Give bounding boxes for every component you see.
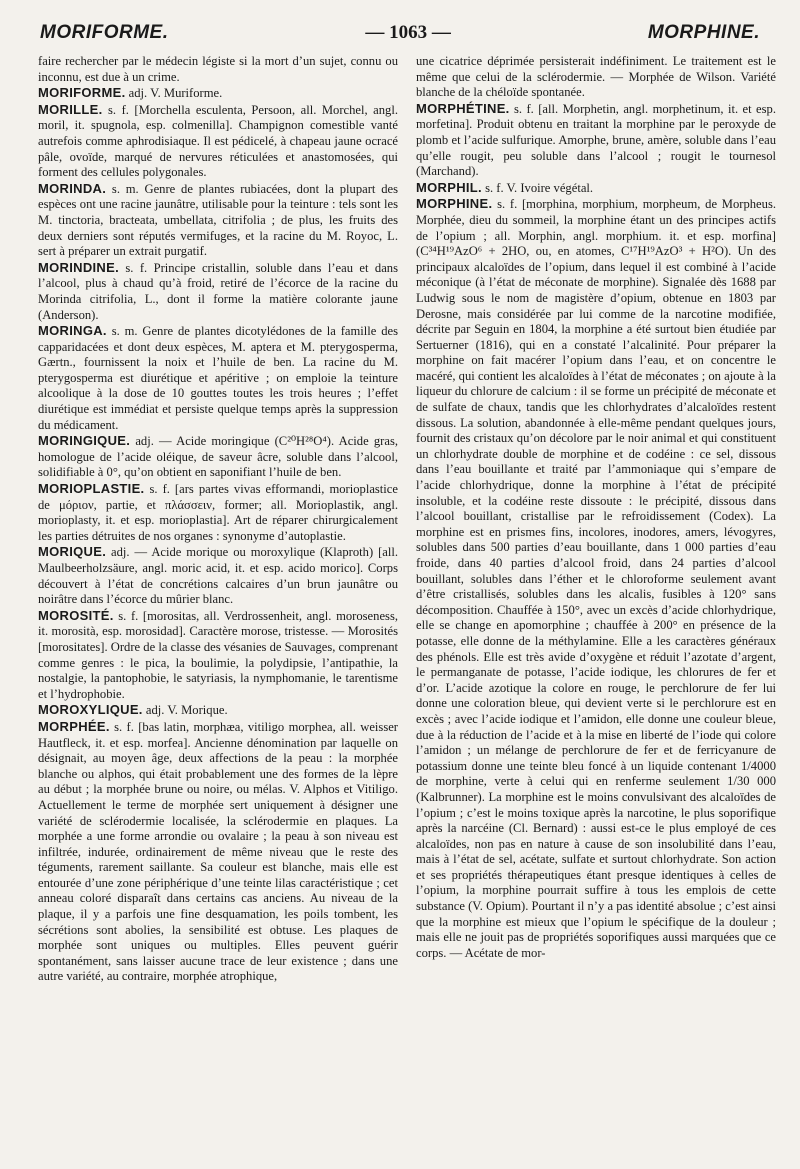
entry-text: s. f. V. Ivoire végétal. [481, 180, 594, 195]
entry-continuation [416, 54, 776, 101]
entry-text: adj. V. Muriforme. [125, 86, 223, 101]
dictionary-entry [38, 719, 398, 985]
entry-headword: MORINGA. [38, 323, 107, 339]
dictionary-entry [38, 323, 398, 433]
entry-headword: MORILLE. [38, 101, 103, 117]
entry-text: s. m. Genre de plantes dicotylédones de la famille des capparidacées et dont deux espèces, M. aptera et M. pterygosperma, Gærtn., fournissent la noix et l’huile de ben. La racine du M. pterygosperma est diurétique et apéritive ; on emploie la teinture alcoolique à la dose de 10 gouttes toutes les trois heures ; l’effet diurétique est immédiat et persiste quelque temps après la suppression du médicament. [38, 324, 398, 432]
entry-headword: MORINGIQUE. [38, 433, 131, 449]
entry-headword: MORIFORME. [38, 85, 126, 101]
entry-headword: MORPHÉE. [38, 718, 110, 734]
entry-continuation [38, 54, 398, 85]
entry-text: s. f. Principe cristallin, soluble dans l’eau et dans l’alcool, plus à chaud qu’à froid, retiré de l’écorce de la racine du Morinda citrifolia, L., dont il forme la matière colorante jaune (Anderson). [38, 260, 398, 322]
dictionary-entry [38, 102, 398, 181]
entry-text: s. f. [morphina, morphium, morpheum, de Morpheus. Morphée, dieu du sommeil, la morphine étant un des principes actifs de l’opium ; all. Morphin, angl. morphium. it. et esp. morfina] (C³⁴H¹⁹AzO⁶ + 2HO, ou, en atomes, C¹⁷H¹⁹AzO³ + H²O). Un des principaux alcaloïdes de l’opium, dans lequel il est combiné à l’acide méconique (à l’état de méconate de morphine). Signalée dès 1688 par Ludwig sous le nom de magistère d’opium, obtenue en 1803 par Derosne, mais considérée par lui comme de la narcotine modifiée, décrite par Seguin en 1804, la morphine a été surtout bien étudiée par Sertuerner (1816), qui en a constaté l’alcalinité. Pour préparer la morphine on fait macérer l’opium dans l’eau, et on concentre le macéré, qui contient les alcaloïdes à l’état de méconates ; on ajoute à la liqueur du chlorure de calcium : il se forme un précipité de méconate et de sulfate de chaux, tandis que les chlorhydrates d’alcaloïdes restent dissous. La solution, abandonnée à elle-même pendant quelques jours, fournit des cristaux qu’on décolore par le noir animal et qui constituent un chlorhydrate double de morphine et de codéine : ce sel, dissous dans l’eau bouillante et traité par l’ammoniaque qui s’empare de l’acide chlorhydrique, donne la morphine à l’état de précipité insoluble, et la codéine reste dissoute : le précipité, dissous dans l’alcool bouillant, cristallise par le refroidissement (Codex). La morphine est en prismes fins, incolores, inodores, amers, lévogyres, solubles dans 500 parties d’eau bouillante, dans 1 000 parties d’eau froide, dans 40 parties d’alcool froid, dans 24 parties d’alcool bouillant, solubles dans l’éther et le chloroforme seulement avant d’être cristallisés, solubles dans les alcalis, fusibles à 120° sans décomposition. Chauffée à 150°, avec un excès d’acide chlorhydrique, elle se change en apomorphine ; chauffée à 200° en présence de la potasse, elle donne de la méthylamine. Elle a les caractères généraux des phénols. Elle est très avide d’oxygène et réduit l’azotate d’argent, le permanganate de potasse, l’acide iodique, les chlorures de fer et d’or. L’acide azotique la colore en rouge, le perchlorure de fer lui donne une coloration bleue, qui devient verte si le perchlorure est en excès ; avec l’acide iodique et l’amidon, elle donne une couleur bleue, due à la réduction de l’acide et à la mise en liberté de l’iode qui colore l’amidon ; un mélange de perchlorure de fer et de ferricyanure de potassium donne une teinte bleu foncé à un liquide contenant 1/4000 de morphine, verte à celui qui en renferme seulement 1/30 000 (Kalbrunner). La morphine est le moins convulsivant des alcaloïdes de l’opium ; c’est le moins toxique après la narcotine, le plus soporifique après la narcéine (Cl. Bernard) : aussi est-ce le plus employé de ces alcaloïdes, non pas en nature à cause de son insolubilité dans l’eau, mais à l’état de sel, acétate, sulfate et surtout chlorhydrate. Son action et ses propriétés thérapeutiques étant presque identiques à celles de l’opium, la morphine pourrait suffire à tous les emplois de cette substance (V. Opium). Pourtant il n’y a pas identité absolue ; c’est ainsi que la morphine est mieux que l’opium le spécifique de la douleur ; mais elle ne jouit pas de propriétés soporifiques aussi marquées que ce corps. — Acétate de mor- [416, 197, 777, 960]
entry-headword: MORINDA. [38, 180, 107, 196]
dictionary-entry [38, 181, 398, 260]
entry-text: faire rechercher par le médecin légiste si la mort d’un sujet, connu ou inconnu, est due à un crime. [38, 54, 398, 84]
running-header [40, 18, 760, 48]
dictionary-entry [416, 196, 776, 961]
left-column [38, 54, 398, 985]
entry-text: une cicatrice déprimée persisterait indéfiniment. Le traitement est le même que celui de la sclérodermie. — Morphée de Wilson. Variété blanche de la chéloïde spontanée. [416, 54, 776, 100]
entry-text: s. m. Genre de plantes rubiacées, dont la plupart des espèces ont une racine jaunâtre, utilisable pour la teinture : tels sont les M. tinctoria, bracteata, umbellata, citrifolia ; de plus, les fruits des deux derniers sont réputés vermifuges, et la racine du M. Royoc, L. sert à préparer un extrait purgatif. [38, 181, 398, 259]
entry-text: s. f. [bas latin, morphæa, vitiligo morphea, all. weisser Hautfleck, it. et esp. morfea]. Ancienne dénomination par laquelle on désignait, au moyen âge, deux affections de la peau : la morphée blanche ou alphos, qui était probablement une des formes de la lèpre au début ; la morphée brune ou noire, ou mélas. V. Alphos et Vitiligo. Actuellement le terme de morphée sert uniquement à désigner une variété de sclérodermie localisée, la sclérodermie en plaques. La morphée a une forme arrondie ou ovalaire ; la peau à son niveau est infiltrée, indurée, ordinairement de même niveau que le reste des téguments, rarement saillante. Sa couleur est blanche, mais elle est entourée d’une zone périphérique d’une teinte lilas caractéristique ; cet anneau coloré disparaît dans certains cas anciens. Au niveau de la plaque, il y a parfois une fine desquamation, les poils tombent, les sécrétions sont abolies, la sensibilité est obtuse. Les plaques de morphée sont uniques ou multiples. Elles peuvent guérir spontanément, sans laisser aucune trace de leur existence ; dans une autre variété, au contraire, morphée atrophique, [38, 719, 398, 984]
entry-headword: MORPHÉTINE. [416, 100, 510, 116]
entry-text: adj. — Acide morique ou moroxylique (Klaproth) [all. Maulbeerholzsäure, angl. moric acid, it. et esp. acido morico]. Corps découvert à l’état de concrétions calcaires d’un brun jaunâtre ou noirâtre dans l’écorce du mûrier blanc. [38, 545, 398, 607]
dictionary-entry [38, 544, 398, 607]
dictionary-entry [38, 433, 398, 481]
header-right-word: MORPHINE. [647, 22, 760, 43]
dictionary-entry [416, 180, 776, 197]
entry-text: adj. — Acide moringique (C²⁰H²⁸O⁴). Acide gras, homologue de l’acide oléique, de saveur âcre, soluble dans l’alcool, solidifiable à 0°, qu’on obtient en saponifiant l’huile de ben. [38, 434, 398, 480]
entry-headword: MOROXYLIQUE. [38, 702, 143, 718]
dictionary-entry [38, 85, 398, 102]
entry-headword: MORPHINE. [416, 196, 493, 212]
entry-text: s. f. [all. Morphetin, angl. morphetinum, it. et esp. morfetina]. Produit obtenu en traitant la morphine par le peroxyde de plomb et l’acide sulfurique. Amorphe, brune, amère, soluble dans l’eau qu’elle rougit, peu soluble dans l’alcool ; rougit le tournesol (Marchand). [416, 101, 776, 179]
entry-text: s. f. [Morchella esculenta, Persoon, all. Morchel, angl. moril, it. spugnola, esp. colmenilla]. Champignon comestible vanté autrefois comme aphrodisiaque. Il est pédicelé, à chapeau jaune ocracé pâle, ovoïde, marqué de nervures réticulées et anastomosées, qui forment des cellules polygonales. [38, 102, 398, 180]
dictionary-entry [38, 608, 398, 703]
entry-text: s. f. [morositas, all. Verdrossenheit, angl. moroseness, it. morosità, esp. morosidad]. Caractère morose, tristesse. — Morosités [morositates]. Ordre de la classe des vésanies de Sauvages, comprenant comme genres : le pica, la boulimie, la polydipsie, l’antipathie, la nostalgie, la pantophobie, le satyriasis, la nymphomanie, le tarentisme et l’hydrophobie. [38, 608, 398, 701]
dictionary-entry [38, 702, 398, 719]
right-column [416, 54, 776, 961]
entry-headword: MORINDINE. [38, 259, 119, 275]
entry-headword: MORIQUE. [38, 544, 107, 560]
dictionary-entry [416, 101, 776, 180]
entry-text: s. f. [ars partes vivas efformandi, morioplastice de μόριον, partie, et πλάσσειν, former; all. Morioplastik, angl. morioplasty, it. et esp. morioplastia]. Art de réparer chirurgicalement les parties détruites de nos organes : synonyme d’autoplastie. [38, 482, 398, 543]
entry-text: adj. V. Morique. [142, 703, 228, 718]
entry-headword: MORPHIL. [416, 179, 482, 195]
page-number: — 1063 — [365, 22, 451, 43]
dictionary-entry [38, 481, 398, 544]
dictionary-entry [38, 260, 398, 323]
entry-headword: MORIOPLASTIE. [38, 481, 145, 497]
entry-headword: MOROSITÉ. [38, 607, 114, 623]
header-left-word: MORIFORME. [40, 22, 169, 43]
